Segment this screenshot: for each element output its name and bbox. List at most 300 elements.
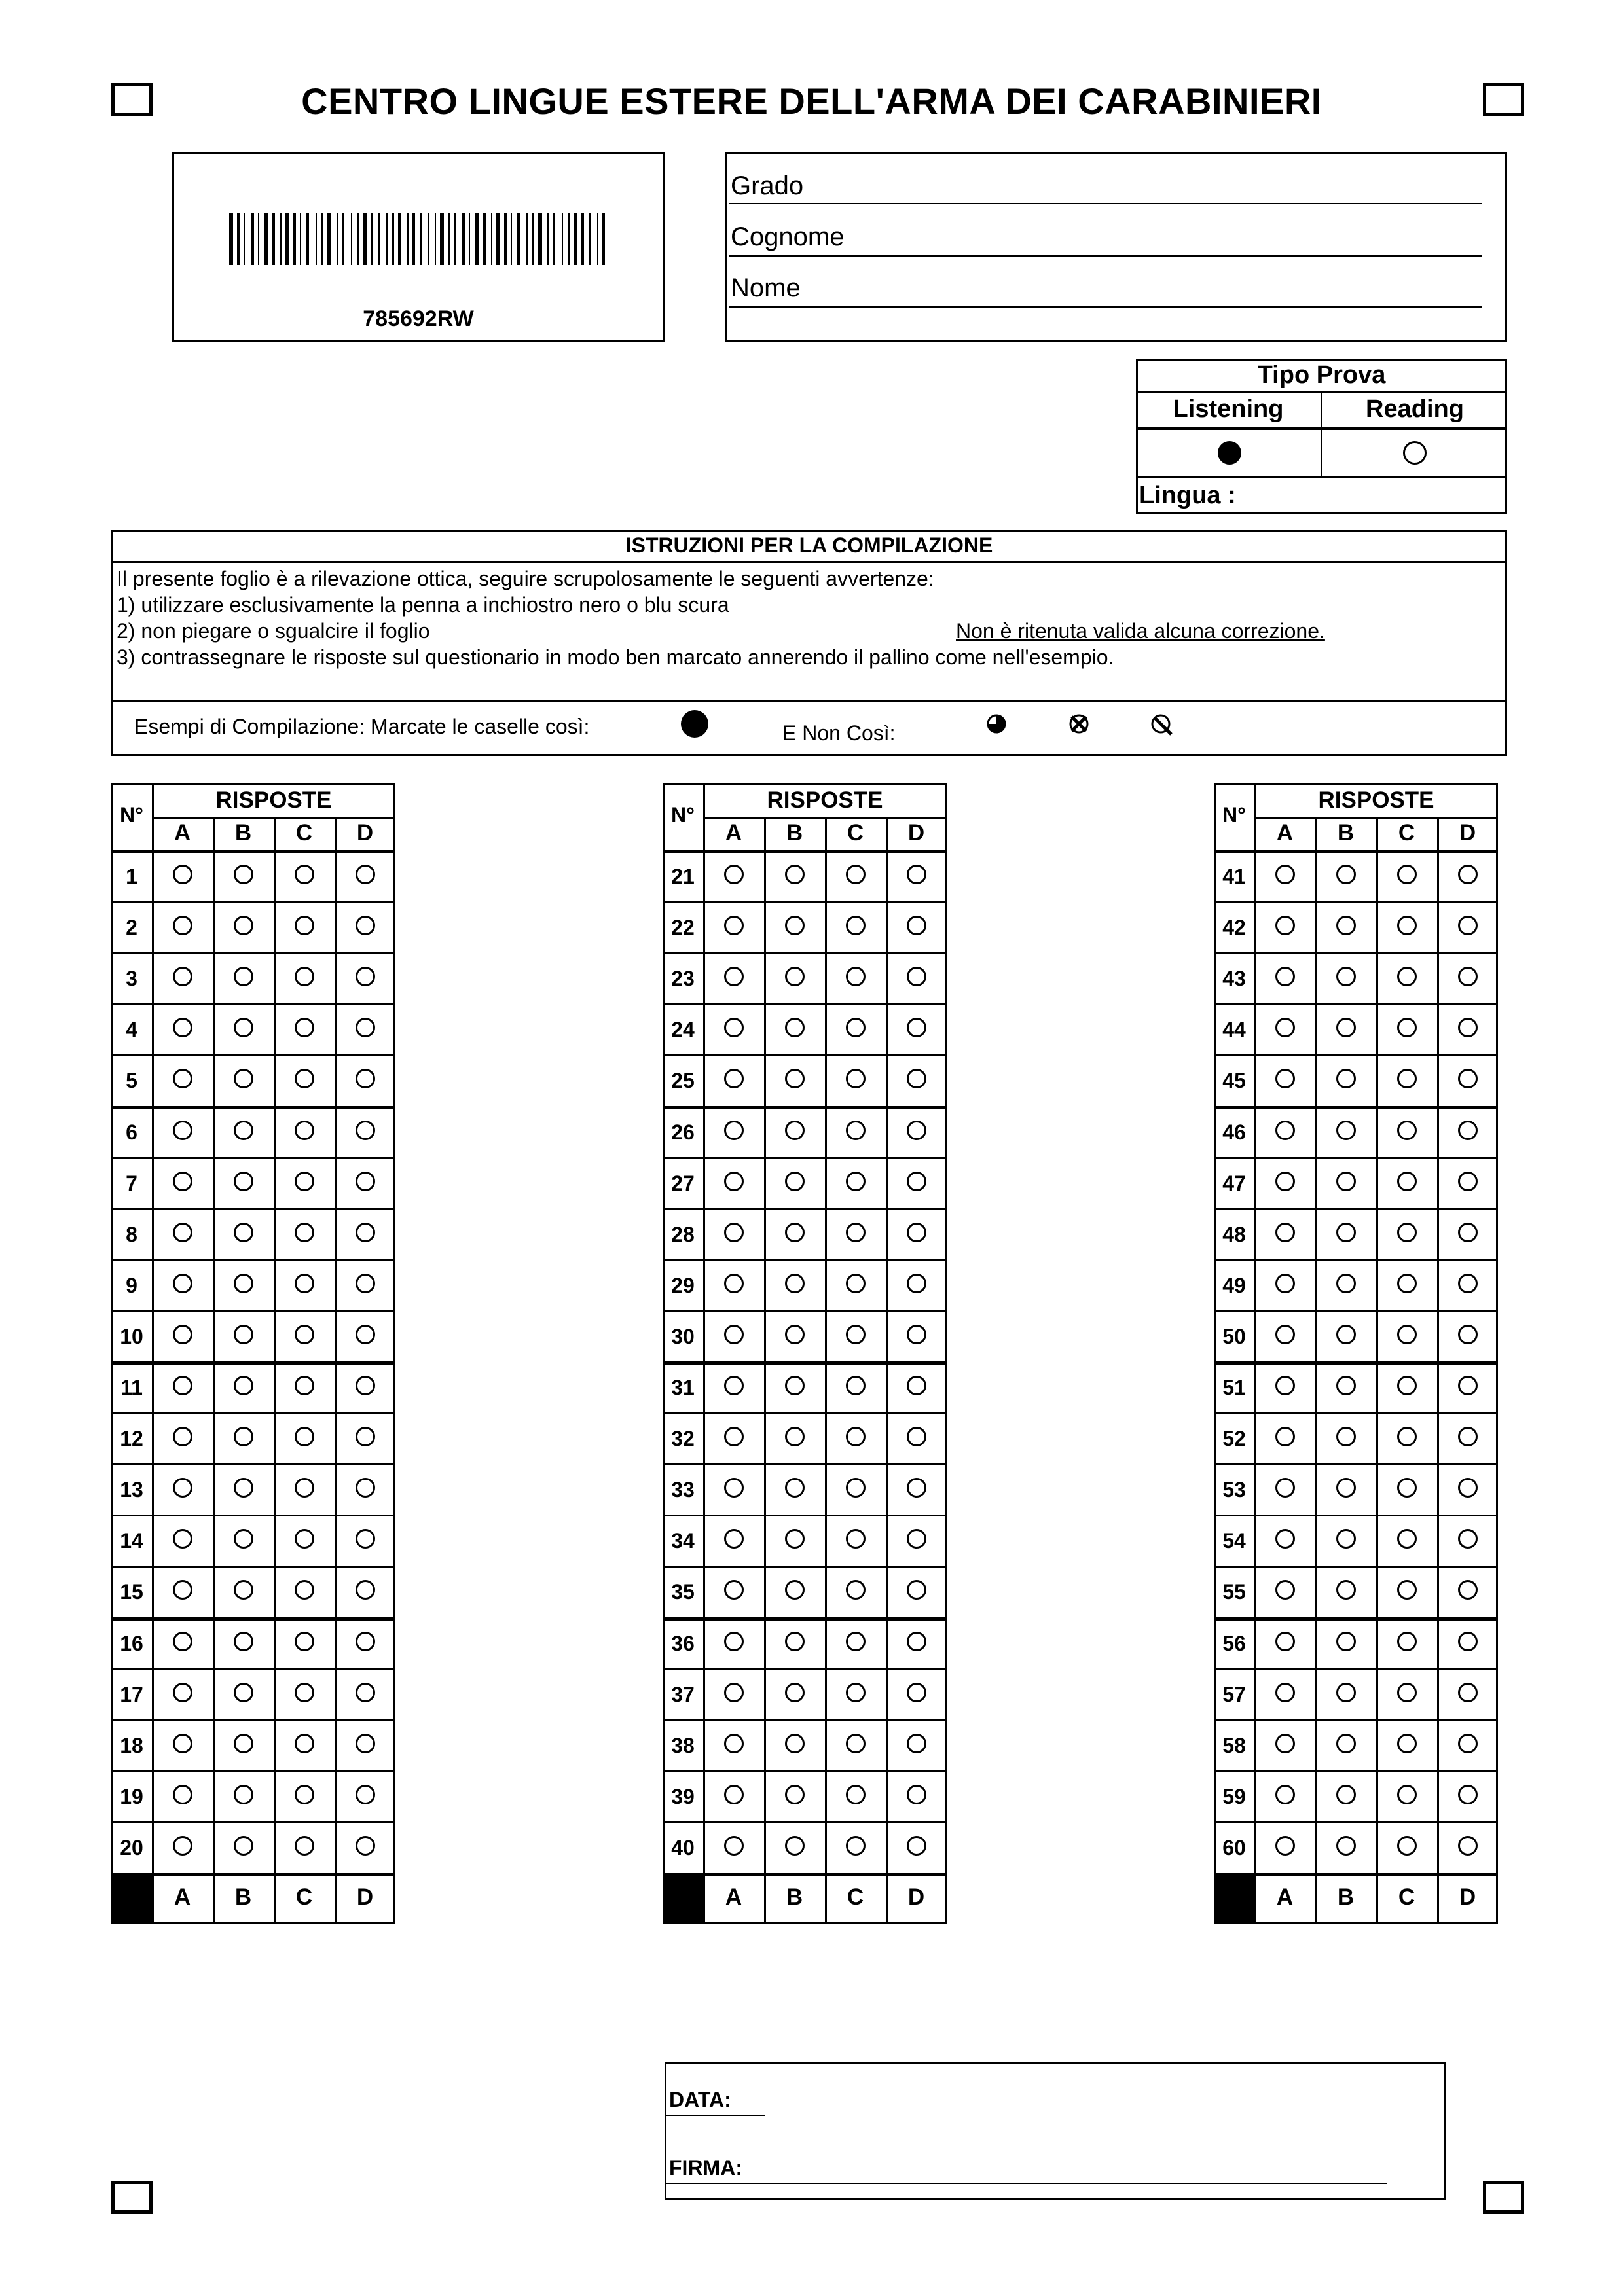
question-number: 52: [1222, 1427, 1246, 1451]
answer-bubble-45-d[interactable]: [1458, 1069, 1478, 1088]
answer-bubble-35-d[interactable]: [907, 1580, 926, 1600]
answer-bubble-46-b[interactable]: [1336, 1121, 1356, 1140]
answer-bubble-44-b[interactable]: [1336, 1018, 1356, 1037]
answer-bubble-26-d[interactable]: [907, 1121, 926, 1140]
answer-bubble-49-c[interactable]: [1397, 1274, 1417, 1293]
answer-bubble-19-c[interactable]: [295, 1785, 314, 1804]
answer-bubble-36-a[interactable]: [724, 1632, 744, 1651]
answer-bubble-56-c[interactable]: [1397, 1632, 1417, 1651]
answer-bubble-43-b[interactable]: [1336, 967, 1356, 986]
answer-bubble-1-a[interactable]: [173, 865, 192, 884]
answer-bubble-27-a[interactable]: [724, 1172, 744, 1191]
answer-bubble-50-c[interactable]: [1397, 1325, 1417, 1344]
answer-bubble-45-a[interactable]: [1275, 1069, 1295, 1088]
answer-bubble-53-d[interactable]: [1458, 1478, 1478, 1498]
answer-bubble-58-a[interactable]: [1275, 1734, 1295, 1753]
answer-bubble-10-c[interactable]: [295, 1325, 314, 1344]
barcode-bar: [351, 213, 352, 265]
answer-bubble-35-a[interactable]: [724, 1580, 744, 1600]
row-divider: [663, 1617, 947, 1621]
answer-bubble-59-d[interactable]: [1458, 1785, 1478, 1804]
answer-bubble-36-b[interactable]: [785, 1632, 805, 1651]
answer-bubble-30-a[interactable]: [724, 1325, 744, 1344]
answer-bubble-32-b[interactable]: [785, 1427, 805, 1446]
nome-field[interactable]: [729, 306, 1482, 308]
answer-bubble-16-a[interactable]: [173, 1632, 192, 1651]
answer-bubble-59-b[interactable]: [1336, 1785, 1356, 1804]
row-divider: [663, 1668, 947, 1670]
row-divider: [111, 1873, 395, 1876]
question-number: 33: [671, 1478, 695, 1502]
answer-bubble-19-a[interactable]: [173, 1785, 192, 1804]
answer-bubble-34-b[interactable]: [785, 1529, 805, 1549]
answer-bubble-11-d[interactable]: [356, 1376, 375, 1395]
answer-bubble-45-b[interactable]: [1336, 1069, 1356, 1088]
answer-bubble-33-d[interactable]: [907, 1478, 926, 1498]
registration-mark-bottom-right: [1483, 2181, 1524, 2214]
answer-bubble-60-a[interactable]: [1275, 1836, 1295, 1856]
answer-bubble-46-a[interactable]: [1275, 1121, 1295, 1140]
answer-bubble-28-a[interactable]: [724, 1223, 744, 1242]
answer-bubble-48-a[interactable]: [1275, 1223, 1295, 1242]
answer-bubble-40-b[interactable]: [785, 1836, 805, 1856]
answer-bubble-15-a[interactable]: [173, 1580, 192, 1600]
answer-bubble-43-a[interactable]: [1275, 967, 1295, 986]
answer-bubble-20-a[interactable]: [173, 1836, 192, 1856]
answer-bubble-1-c[interactable]: [295, 865, 314, 884]
answer-bubble-39-b[interactable]: [785, 1785, 805, 1804]
answer-bubble-43-c[interactable]: [1397, 967, 1417, 986]
wrong-mark-slash-icon: [1150, 713, 1174, 737]
answer-bubble-17-a[interactable]: [173, 1683, 192, 1702]
answer-bubble-12-b[interactable]: [234, 1427, 253, 1446]
cognome-field[interactable]: [729, 255, 1482, 257]
question-number: 41: [1222, 865, 1246, 888]
answer-bubble-10-d[interactable]: [356, 1325, 375, 1344]
answer-bubble-28-c[interactable]: [846, 1223, 866, 1242]
answer-bubble-34-d[interactable]: [907, 1529, 926, 1549]
barcode-bar: [491, 213, 492, 265]
answer-bubble-48-d[interactable]: [1458, 1223, 1478, 1242]
answer-bubble-47-c[interactable]: [1397, 1172, 1417, 1191]
barcode-bar: [398, 213, 401, 265]
answer-bubble-51-b[interactable]: [1336, 1376, 1356, 1395]
answer-bubble-2-d[interactable]: [356, 916, 375, 935]
answer-bubble-19-b[interactable]: [234, 1785, 253, 1804]
answer-bubble-13-a[interactable]: [173, 1478, 192, 1498]
answer-bubble-18-c[interactable]: [295, 1734, 314, 1753]
answer-bubble-41-a[interactable]: [1275, 865, 1295, 884]
answer-bubble-42-c[interactable]: [1397, 916, 1417, 935]
answer-bubble-21-c[interactable]: [846, 865, 866, 884]
answer-bubble-55-d[interactable]: [1458, 1580, 1478, 1600]
number-header: N°: [1222, 803, 1246, 827]
answer-bubble-14-d[interactable]: [356, 1529, 375, 1549]
barcode-bar: [229, 213, 233, 265]
answer-bubble-14-a[interactable]: [173, 1529, 192, 1549]
answer-bubble-10-a[interactable]: [173, 1325, 192, 1344]
answer-bubble-47-b[interactable]: [1336, 1172, 1356, 1191]
answer-bubble-54-d[interactable]: [1458, 1529, 1478, 1549]
answer-bubble-1-b[interactable]: [234, 865, 253, 884]
answer-bubble-26-a[interactable]: [724, 1121, 744, 1140]
row-divider: [111, 1515, 395, 1516]
answer-bubble-29-b[interactable]: [785, 1274, 805, 1293]
answer-bubble-51-c[interactable]: [1397, 1376, 1417, 1395]
row-divider: [111, 1770, 395, 1772]
answer-bubble-40-a[interactable]: [724, 1836, 744, 1856]
answer-bubble-8-b[interactable]: [234, 1223, 253, 1242]
question-number: 13: [120, 1478, 143, 1502]
answer-bubble-11-c[interactable]: [295, 1376, 314, 1395]
answer-bubble-21-d[interactable]: [907, 865, 926, 884]
answer-bubble-7-a[interactable]: [173, 1172, 192, 1191]
answer-bubble-46-d[interactable]: [1458, 1121, 1478, 1140]
answer-bubble-15-d[interactable]: [356, 1580, 375, 1600]
option-footer-a: A: [725, 1884, 742, 1910]
answer-bubble-52-a[interactable]: [1275, 1427, 1295, 1446]
question-number: 19: [120, 1784, 143, 1808]
answer-bubble-4-a[interactable]: [173, 1018, 192, 1037]
answer-bubble-3-a[interactable]: [173, 967, 192, 986]
answer-bubble-25-c[interactable]: [846, 1069, 866, 1088]
row-divider: [663, 1361, 947, 1365]
answer-bubble-4-b[interactable]: [234, 1018, 253, 1037]
answer-bubble-54-c[interactable]: [1397, 1529, 1417, 1549]
answer-bubble-52-c[interactable]: [1397, 1427, 1417, 1446]
instruction-item: 1) utilizzare esclusivamente la penna a inchiostro nero o blu scura: [117, 593, 729, 617]
answer-bubble-18-d[interactable]: [356, 1734, 375, 1753]
answer-bubble-52-b[interactable]: [1336, 1427, 1356, 1446]
answer-bubble-23-a[interactable]: [724, 967, 744, 986]
answer-bubble-10-b[interactable]: [234, 1325, 253, 1344]
answer-bubble-17-d[interactable]: [356, 1683, 375, 1702]
answer-bubble-23-c[interactable]: [846, 967, 866, 986]
answer-bubble-47-a[interactable]: [1275, 1172, 1295, 1191]
answer-bubble-60-c[interactable]: [1397, 1836, 1417, 1856]
answer-bubble-13-c[interactable]: [295, 1478, 314, 1498]
answer-bubble-28-d[interactable]: [907, 1223, 926, 1242]
barcode-bar: [562, 213, 563, 265]
answer-bubble-26-c[interactable]: [846, 1121, 866, 1140]
answer-bubble-54-a[interactable]: [1275, 1529, 1295, 1549]
answer-bubble-1-d[interactable]: [356, 865, 375, 884]
answer-bubble-17-c[interactable]: [295, 1683, 314, 1702]
answer-bubble-39-d[interactable]: [907, 1785, 926, 1804]
answer-bubble-22-a[interactable]: [724, 916, 744, 935]
answer-bubble-27-c[interactable]: [846, 1172, 866, 1191]
answer-bubble-50-d[interactable]: [1458, 1325, 1478, 1344]
answer-bubble-7-d[interactable]: [356, 1172, 375, 1191]
option-header-a: A: [1276, 820, 1294, 846]
number-header: N°: [671, 803, 695, 827]
answer-bubble-11-b[interactable]: [234, 1376, 253, 1395]
answer-bubble-20-d[interactable]: [356, 1836, 375, 1856]
answer-bubble-48-b[interactable]: [1336, 1223, 1356, 1242]
answer-bubble-27-b[interactable]: [785, 1172, 805, 1191]
answer-bubble-55-a[interactable]: [1275, 1580, 1295, 1600]
reading-option-bubble[interactable]: [1403, 441, 1427, 465]
question-number: 47: [1222, 1171, 1246, 1195]
timing-mark: [663, 1873, 703, 1924]
answer-bubble-5-a[interactable]: [173, 1069, 192, 1088]
answer-bubble-16-b[interactable]: [234, 1632, 253, 1651]
answer-bubble-37-b[interactable]: [785, 1683, 805, 1702]
answer-bubble-58-c[interactable]: [1397, 1734, 1417, 1753]
answer-bubble-12-d[interactable]: [356, 1427, 375, 1446]
divider: [703, 783, 705, 1924]
answer-bubble-58-d[interactable]: [1458, 1734, 1478, 1753]
answer-bubble-32-c[interactable]: [846, 1427, 866, 1446]
answer-bubble-28-b[interactable]: [785, 1223, 805, 1242]
answer-bubble-51-d[interactable]: [1458, 1376, 1478, 1395]
answer-bubble-5-c[interactable]: [295, 1069, 314, 1088]
answer-bubble-25-a[interactable]: [724, 1069, 744, 1088]
barcode-bar: [321, 213, 323, 265]
divider: [1437, 817, 1439, 1924]
answer-bubble-37-a[interactable]: [724, 1683, 744, 1702]
answer-bubble-31-c[interactable]: [846, 1376, 866, 1395]
answer-bubble-41-d[interactable]: [1458, 865, 1478, 884]
answer-bubble-40-c[interactable]: [846, 1836, 866, 1856]
question-number: 46: [1222, 1120, 1246, 1144]
question-number: 29: [671, 1273, 695, 1297]
answer-bubble-35-c[interactable]: [846, 1580, 866, 1600]
answer-bubble-27-d[interactable]: [907, 1172, 926, 1191]
answer-bubble-38-b[interactable]: [785, 1734, 805, 1753]
answer-bubble-9-c[interactable]: [295, 1274, 314, 1293]
answer-bubble-3-c[interactable]: [295, 967, 314, 986]
answer-bubble-50-b[interactable]: [1336, 1325, 1356, 1344]
answer-bubble-2-c[interactable]: [295, 916, 314, 935]
row-divider: [111, 952, 395, 954]
answer-bubble-31-b[interactable]: [785, 1376, 805, 1395]
answer-bubble-36-c[interactable]: [846, 1632, 866, 1651]
answer-bubble-6-c[interactable]: [295, 1121, 314, 1140]
answer-bubble-7-b[interactable]: [234, 1172, 253, 1191]
answer-bubble-51-a[interactable]: [1275, 1376, 1295, 1395]
answer-bubble-9-a[interactable]: [173, 1274, 192, 1293]
answer-bubble-6-a[interactable]: [173, 1121, 192, 1140]
row-divider: [111, 1566, 395, 1568]
answer-bubble-56-d[interactable]: [1458, 1632, 1478, 1651]
answer-bubble-24-c[interactable]: [846, 1018, 866, 1037]
answer-bubble-33-a[interactable]: [724, 1478, 744, 1498]
answer-bubble-42-a[interactable]: [1275, 916, 1295, 935]
answer-bubble-24-a[interactable]: [724, 1018, 744, 1037]
answer-bubble-59-a[interactable]: [1275, 1785, 1295, 1804]
nome-label: Nome: [731, 274, 801, 302]
answer-bubble-23-b[interactable]: [785, 967, 805, 986]
answer-bubble-34-c[interactable]: [846, 1529, 866, 1549]
answer-bubble-41-c[interactable]: [1397, 865, 1417, 884]
question-number: 26: [671, 1120, 695, 1144]
answer-bubble-15-b[interactable]: [234, 1580, 253, 1600]
answer-bubble-57-b[interactable]: [1336, 1683, 1356, 1702]
barcode-bar: [306, 213, 309, 265]
grado-field[interactable]: [729, 203, 1482, 204]
answer-bubble-53-a[interactable]: [1275, 1478, 1295, 1498]
answer-bubble-57-d[interactable]: [1458, 1683, 1478, 1702]
answer-bubble-55-b[interactable]: [1336, 1580, 1356, 1600]
answer-bubble-13-d[interactable]: [356, 1478, 375, 1498]
question-number: 40: [671, 1835, 695, 1859]
question-number: 53: [1222, 1478, 1246, 1502]
answer-bubble-53-b[interactable]: [1336, 1478, 1356, 1498]
answer-bubble-4-c[interactable]: [295, 1018, 314, 1037]
answer-bubble-12-a[interactable]: [173, 1427, 192, 1446]
answer-bubble-58-b[interactable]: [1336, 1734, 1356, 1753]
answer-bubble-12-c[interactable]: [295, 1427, 314, 1446]
answer-bubble-18-b[interactable]: [234, 1734, 253, 1753]
answer-bubble-8-d[interactable]: [356, 1223, 375, 1242]
instruction-item: 3) contrassegnare le risposte sul questionario in modo ben marcato annerendo il pallino come nell'esempio.: [117, 645, 1114, 669]
barcode-bar: [392, 213, 394, 265]
answer-bubble-2-a[interactable]: [173, 916, 192, 935]
answer-bubble-26-b[interactable]: [785, 1121, 805, 1140]
answer-bubble-31-d[interactable]: [907, 1376, 926, 1395]
answer-bubble-49-a[interactable]: [1275, 1274, 1295, 1293]
answer-bubble-59-c[interactable]: [1397, 1785, 1417, 1804]
answer-bubble-5-d[interactable]: [356, 1069, 375, 1088]
answer-bubble-49-d[interactable]: [1458, 1274, 1478, 1293]
answer-bubble-44-d[interactable]: [1458, 1018, 1478, 1037]
answer-bubble-6-d[interactable]: [356, 1121, 375, 1140]
barcode-bar: [258, 213, 259, 265]
answer-bubble-25-b[interactable]: [785, 1069, 805, 1088]
signature-label: FIRMA:: [669, 2156, 742, 2179]
answer-bubble-29-c[interactable]: [846, 1274, 866, 1293]
barcode-graphic: [229, 213, 609, 265]
page-title: CENTRO LINGUE ESTERE DELL'ARMA DEI CARABINIERI: [301, 81, 1322, 122]
answer-bubble-20-b[interactable]: [234, 1836, 253, 1856]
answer-bubble-35-b[interactable]: [785, 1580, 805, 1600]
answer-bubble-6-b[interactable]: [234, 1121, 253, 1140]
answer-bubble-7-c[interactable]: [295, 1172, 314, 1191]
answer-bubble-25-d[interactable]: [907, 1069, 926, 1088]
answer-bubble-17-b[interactable]: [234, 1683, 253, 1702]
answer-bubble-56-a[interactable]: [1275, 1632, 1295, 1651]
question-number: 45: [1222, 1069, 1246, 1093]
barcode-bar: [300, 213, 301, 265]
answer-bubble-8-c[interactable]: [295, 1223, 314, 1242]
answer-bubble-5-b[interactable]: [234, 1069, 253, 1088]
answer-bubble-21-a[interactable]: [724, 865, 744, 884]
answer-bubble-24-d[interactable]: [907, 1018, 926, 1037]
answer-bubble-43-d[interactable]: [1458, 967, 1478, 986]
answer-bubble-15-c[interactable]: [295, 1580, 314, 1600]
answer-bubble-49-b[interactable]: [1336, 1274, 1356, 1293]
answer-bubble-57-c[interactable]: [1397, 1683, 1417, 1702]
divider: [1136, 427, 1507, 430]
answer-bubble-56-b[interactable]: [1336, 1632, 1356, 1651]
answer-bubble-4-d[interactable]: [356, 1018, 375, 1037]
answer-bubble-16-c[interactable]: [295, 1632, 314, 1651]
divider: [1315, 817, 1317, 1924]
answer-bubble-30-d[interactable]: [907, 1325, 926, 1344]
answer-bubble-9-d[interactable]: [356, 1274, 375, 1293]
answer-bubble-33-b[interactable]: [785, 1478, 805, 1498]
answer-bubble-57-a[interactable]: [1275, 1683, 1295, 1702]
answer-bubble-3-d[interactable]: [356, 967, 375, 986]
answer-bubble-38-c[interactable]: [846, 1734, 866, 1753]
answer-bubble-60-b[interactable]: [1336, 1836, 1356, 1856]
answer-bubble-11-a[interactable]: [173, 1376, 192, 1395]
row-divider: [1214, 1821, 1498, 1823]
answer-bubble-8-a[interactable]: [173, 1223, 192, 1242]
answer-bubble-23-d[interactable]: [907, 967, 926, 986]
answer-bubble-31-a[interactable]: [724, 1376, 744, 1395]
answer-bubble-42-b[interactable]: [1336, 916, 1356, 935]
divider: [764, 817, 766, 1924]
answer-bubble-20-c[interactable]: [295, 1836, 314, 1856]
answer-bubble-50-a[interactable]: [1275, 1325, 1295, 1344]
signature-field[interactable]: [666, 2183, 1387, 2184]
answer-bubble-53-c[interactable]: [1397, 1478, 1417, 1498]
answer-bubble-54-b[interactable]: [1336, 1529, 1356, 1549]
answer-bubble-3-b[interactable]: [234, 967, 253, 986]
listening-option-bubble[interactable]: [1218, 441, 1241, 465]
answer-bubble-30-b[interactable]: [785, 1325, 805, 1344]
answer-bubble-21-b[interactable]: [785, 865, 805, 884]
question-number: 37: [671, 1682, 695, 1706]
answer-bubble-44-c[interactable]: [1397, 1018, 1417, 1037]
answer-bubble-34-a[interactable]: [724, 1529, 744, 1549]
answer-bubble-60-d[interactable]: [1458, 1836, 1478, 1856]
answer-bubble-44-a[interactable]: [1275, 1018, 1295, 1037]
answer-bubble-36-d[interactable]: [907, 1632, 926, 1651]
answer-bubble-14-b[interactable]: [234, 1529, 253, 1549]
answer-bubble-32-a[interactable]: [724, 1427, 744, 1446]
answer-bubble-19-d[interactable]: [356, 1785, 375, 1804]
answer-bubble-29-d[interactable]: [907, 1274, 926, 1293]
answer-bubble-38-d[interactable]: [907, 1734, 926, 1753]
answer-bubble-14-c[interactable]: [295, 1529, 314, 1549]
answer-bubble-9-b[interactable]: [234, 1274, 253, 1293]
answer-bubble-42-d[interactable]: [1458, 916, 1478, 935]
date-field[interactable]: [666, 2115, 765, 2116]
divider: [111, 850, 395, 853]
question-number: 12: [120, 1427, 143, 1451]
answer-bubble-16-d[interactable]: [356, 1632, 375, 1651]
answer-bubble-22-d[interactable]: [907, 916, 926, 935]
answer-bubble-22-b[interactable]: [785, 916, 805, 935]
answer-bubble-47-d[interactable]: [1458, 1172, 1478, 1191]
answer-bubble-24-b[interactable]: [785, 1018, 805, 1037]
answer-bubble-52-d[interactable]: [1458, 1427, 1478, 1446]
row-divider: [111, 1821, 395, 1823]
answer-bubble-38-a[interactable]: [724, 1734, 744, 1753]
answer-bubble-37-d[interactable]: [907, 1683, 926, 1702]
answer-bubble-48-c[interactable]: [1397, 1223, 1417, 1242]
answer-bubble-46-c[interactable]: [1397, 1121, 1417, 1140]
answer-bubble-39-a[interactable]: [724, 1785, 744, 1804]
answer-bubble-41-b[interactable]: [1336, 865, 1356, 884]
answer-bubble-30-c[interactable]: [846, 1325, 866, 1344]
answer-bubble-22-c[interactable]: [846, 916, 866, 935]
answer-bubble-55-c[interactable]: [1397, 1580, 1417, 1600]
answer-bubble-33-c[interactable]: [846, 1478, 866, 1498]
answer-bubble-32-d[interactable]: [907, 1427, 926, 1446]
answer-bubble-13-b[interactable]: [234, 1478, 253, 1498]
answer-bubble-37-c[interactable]: [846, 1683, 866, 1702]
answer-bubble-39-c[interactable]: [846, 1785, 866, 1804]
answer-bubble-2-b[interactable]: [234, 916, 253, 935]
answer-bubble-40-d[interactable]: [907, 1836, 926, 1856]
answer-bubble-18-a[interactable]: [173, 1734, 192, 1753]
answer-bubble-29-a[interactable]: [724, 1274, 744, 1293]
answer-bubble-45-c[interactable]: [1397, 1069, 1417, 1088]
